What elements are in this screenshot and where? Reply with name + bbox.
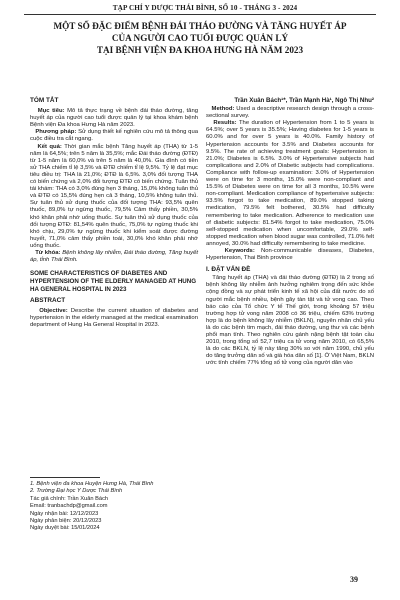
vi-objective xyxy=(30,108,198,129)
intro-text: Tăng huyết áp (THA) và đái tháo đường (ĐTĐ) là 2 trong số bệnh không lây nhiễm ảnh hưởng nghiêm trọng đến sức khỏe cộng đồng và sự phát triển kinh tế xã hội của đất nước do số người mắc bệnh nhiều, bệnh gây tàn tật và tử vong cao. Theo báo cáo của Tổ chức Y tế Thế giới, trong khoảng 57 triệu trường hợp tử vong năm 2008 có 36 triệu, chiếm 63% trường hợp là do bệnh không lây nhiễm (BKLN), nguyên nhân chủ yếu là do các bệnh tim mạch, đái tháo đường, ung thư và các bệnh phổi mạn tính. Theo nghiên cứu gánh nặng bệnh tật toàn cầu 2010, trong tổng số 52,7 triệu ca tử vong năm 2010, có 65,5% là do các BKLN, tỷ lệ này tăng 30% so với năm 1990, chủ yếu do tăng trưởng dân số và già hóa dân số [1]. Ở Việt Nam, BKLN ước tính chiếm 77% tổng số tử vong của người dân vào xyxy=(206,275,375,367)
en-objective xyxy=(30,308,198,329)
left-column xyxy=(30,97,198,330)
vi-objective-label: Mục tiêu: xyxy=(37,108,65,115)
vi-results-text: Thời gian mắc bệnh Tăng huyết áp (THA) từ 1-5 năm là 64,5%; trên 5 năm là 35,5%; mắc Đái tháo đường (ĐTĐ) từ 1-5 năm là 60,0% và trên 5 năm là 40,0%. Gia đình có tiền sử THA chiếm tỉ lệ 3,5% và ĐTĐ chiếm tỉ lệ 9,5%. Tỷ lệ đạt mục tiêu điều trị: THA là 21,0%; ĐTĐ là 6,5%. 3,0% đối tượng THA có biến chứng và 2,0% đối tượng ĐTĐ có biến chứng. Tuân thủ tái khám: THA có 3,0% đúng hẹn 3 tháng, 15,0% không tuân thủ và ĐTĐ có 15,5% đúng hẹn cả 3 tháng, 10,5% không tuân thủ. Sự tuân thủ sử dụng thuốc của đối tượng THA: 93,5% quên thuốc, 89,0% tự ngừng thuốc, 79,5% Cảm thấy phiền, 30,5% khó khăn phải nhớ uống thuốc. Sự tuân thủ sử dụng thuốc của đối tượng ĐTĐ: 81,54% quên thuốc, 75,0% tự ngừng thuốc khi khó chịu, 29,0% tự ngừng thuốc khi kiểm soát được đường huyết, 71,0% cảm thấy phiền toái, 30,0% khó khăn phải nhớ uống thuốc. xyxy=(30,143,198,249)
en-method-text: Used a descriptive research design through a cross-sectional survey. xyxy=(206,106,374,120)
vi-method-label: Phương pháp: xyxy=(35,129,77,136)
page-number: 39 xyxy=(350,575,358,584)
vi-method xyxy=(30,129,198,143)
vi-keywords-text: Bệnh không lây nhiễm, Đái tháo đường, Tăng huyết áp, tỉnh Thái Bình. xyxy=(30,249,198,264)
en-results-label: Results: xyxy=(213,120,237,127)
english-title: SOME CHARACTERISTICS OF DIABETES AND HYPERTENSION OF THE ELDERLY MANAGED AT HUNG HA GENERAL HOSPITAL IN 2023 xyxy=(30,270,197,294)
footnote-rule xyxy=(30,477,100,478)
vi-method-text: Sử dụng thiết kế nghiên cứu mô tả thông qua cuộc điều tra cắt ngang. xyxy=(30,129,198,143)
en-keywords xyxy=(206,248,374,262)
date-reviewed: Ngày phản biện: 20/12/2023 xyxy=(30,518,102,525)
author-list: Trần Xuân Bách¹*, Trần Mạnh Hà¹, Ngô Thị Nhu² xyxy=(234,97,374,104)
section-heading-intro: I. ĐẶT VẤN ĐỀ xyxy=(206,266,251,274)
en-method-label: Method: xyxy=(211,106,235,113)
vi-keywords xyxy=(30,250,198,264)
header-rule xyxy=(24,14,376,15)
right-column xyxy=(206,97,374,367)
en-objective-text: Describe the current situation of diabetes and hypertension in the elderly managed at the medical examination department of Hung Ha General Hospital in 2023. xyxy=(30,308,198,329)
vi-results-label: Kết quả: xyxy=(37,143,62,150)
vi-results xyxy=(30,144,198,250)
affiliation-1: 1. Bệnh viện đa khoa Huyện Hưng Hà, Thái Bình xyxy=(30,481,154,487)
abstract-heading: ABSTRACT xyxy=(30,297,66,305)
intro-paragraph xyxy=(206,275,374,367)
vi-objective-text: Mô tả thực trạng về bệnh đái tháo đường, tăng huyết áp của người cao tuổi được quản lý tại khoa khám bệnh Bệnh viện Đa khoa Hưng Hà năm 2023. xyxy=(30,108,198,129)
en-keywords-text: Non-communicable diseases, Diabetes, Hypertension, Thai Binh province xyxy=(206,247,374,262)
en-objective-label: Objective: xyxy=(39,308,68,315)
title-line-3: TẠI BỆNH VIỆN ĐA KHOA HƯNG HÀ NĂM 2023 xyxy=(96,45,304,55)
vi-keywords-label: Từ khóa: xyxy=(35,249,61,256)
en-results xyxy=(206,120,374,248)
summary-heading: TÓM TẮT xyxy=(30,97,59,104)
journal-header: TẠP CHÍ Y DƯỢC THÁI BÌNH, SỐ 10 - THÁNG 3 - 2024 xyxy=(112,4,298,12)
affiliation-2: 2. Trường Đại học Y Dược Thái Bình xyxy=(30,488,123,495)
en-results-text: The duration of Hypertension from 1 to 5 years is 64.5%; over 5 years is 35.5%; Having diabetes for 1-5 years is 60.0% and for over 5 years is 40.0%. Family history of Hypertension accounts for 3.5% and Diabetes accounts for 9.5%. The rate of achieving treatment goals: Hypertension is 21.0%; Diabetes is 6.5%. 3.0% of Hypertensive subjects had complications and 2.0% of Diabetic subjects had complications. Compliance with follow-up examination: 3.0% of Hypertension were on time for 3 months, 15.0% were non-compliant and 15.5% of Diabetes were on time for all 3 months, 10.5% were non-compliant. Medication compliance of hypertensive subjects: 93.5% forgot to take medication, 89.0% stopped taking medication, 79.5% felt bothered, 30.5% had difficulty remembering to take medication. Adherence to medication use of diabetic subjects: 81.54% forgot to take medication, 75.0% self-stopped medication when uncomfortable, 29.0% self-stopped medication when blood sugar was controlled, 71.0% felt annoyed, 30.0% had difficulty remembering to take medicine. xyxy=(206,120,374,247)
date-received: Ngày nhận bài: 12/12/2023 xyxy=(30,510,99,517)
title-line-1: MỘT SỐ ĐẶC ĐIỂM BỆNH ĐÁI THÁO ĐƯỜNG VÀ TĂNG HUYẾT ÁP xyxy=(53,21,347,31)
date-accepted: Ngày duyệt bài: 15/01/2024 xyxy=(30,525,100,532)
en-method xyxy=(206,106,374,120)
corresponding-author: Tác giả chính: Trần Xuân Bách xyxy=(30,495,109,502)
article-title xyxy=(24,20,376,56)
title-line-2: CỦA NGƯỜI CAO TUỔI ĐƯỢC QUẢN LÝ xyxy=(111,33,289,43)
footnotes xyxy=(30,477,198,533)
author-email: Email: tranbachdp@gmail.com xyxy=(30,503,108,510)
en-keywords-label: Keywords: xyxy=(224,247,255,254)
